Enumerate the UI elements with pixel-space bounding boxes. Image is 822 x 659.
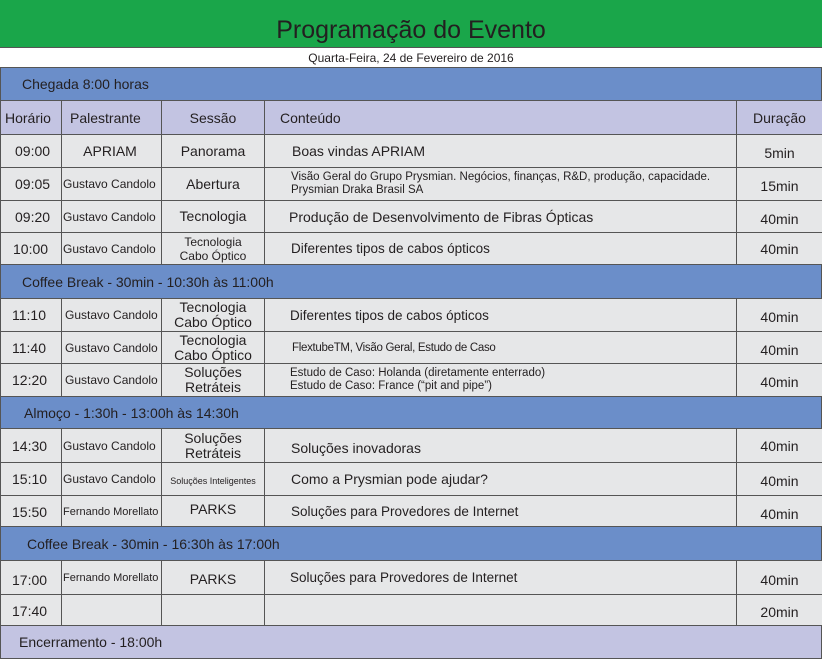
speaker-cell: Gustavo Candolo [62, 168, 162, 201]
content-cell: FlextubeTM, Visão Geral, Estudo de Caso [265, 332, 737, 364]
session-line-1: Tecnologia [179, 299, 247, 315]
time-cell: 09:20 [1, 201, 62, 233]
session-cell: Soluções Inteligentes [162, 463, 265, 496]
time-cell: 17:00 [1, 561, 62, 595]
lunch-band [0, 396, 822, 429]
content-cell: Diferentes tipos de cabos ópticos [265, 299, 737, 332]
col-session: Sessão [162, 101, 265, 136]
session-cell: Abertura [162, 168, 265, 201]
session-cell: Panorama [162, 135, 265, 168]
duration-cell: 5min [737, 135, 822, 168]
table-row [1, 463, 822, 496]
schedule-block-3 [0, 428, 822, 528]
time-cell: 09:00 [1, 135, 62, 168]
content-cell: Soluções para Provedores de Internet [265, 496, 737, 528]
content-cell [265, 364, 737, 397]
content-cell: Como a Prysmian pode ajudar? [265, 463, 737, 496]
time-cell: 12:20 [1, 364, 62, 397]
closing-band [0, 625, 822, 659]
table-row [1, 496, 822, 528]
content-cell: Produção de Desenvolvimento de Fibras Ópticas [265, 201, 737, 233]
session-line-2: Cabo Óptico [174, 346, 252, 363]
duration-cell: 15min [737, 168, 822, 201]
table-row [1, 299, 822, 332]
speaker-cell: Gustavo Candolo [62, 463, 162, 496]
content-line-2: Prysmian Draka Brasil SA [291, 184, 424, 196]
content-cell [265, 168, 737, 201]
duration-cell: 40min [737, 561, 822, 595]
content-cell [265, 595, 737, 627]
speaker-cell: Fernando Morellato [62, 561, 162, 595]
table-row [1, 332, 822, 364]
time-cell: 10:00 [1, 233, 62, 265]
speaker-cell [62, 595, 162, 627]
content-cell: Soluções para Provedores de Internet [265, 561, 737, 595]
session-cell: PARKS [162, 496, 265, 528]
table-row [1, 168, 822, 201]
speaker-cell: APRIAM [62, 135, 162, 168]
session-line-1: Soluções [184, 429, 242, 446]
duration-cell: 40min [737, 299, 822, 332]
duration-cell: 40min [737, 233, 822, 265]
table-row [1, 561, 822, 595]
session-line-1: Soluções [184, 364, 242, 380]
col-duration: Duração [737, 101, 822, 136]
session-line-2: Cabo Óptico [179, 248, 247, 263]
content-line-2: Estudo de Caso: France (“pit and pipe”) [290, 380, 492, 392]
table-row [1, 595, 822, 627]
arrival-label: Chegada 8:00 horas [22, 76, 149, 92]
col-time: Horário [1, 101, 62, 136]
session-line-1: Tecnologia [179, 331, 247, 348]
table-row [1, 429, 822, 463]
time-cell: 14:30 [1, 429, 62, 463]
table-row [1, 364, 822, 397]
time-cell: 09:05 [1, 168, 62, 201]
speaker-cell: Gustavo Candolo [62, 332, 162, 364]
speaker-cell: Gustavo Candolo [62, 364, 162, 397]
duration-cell: 40min [737, 332, 822, 364]
session-cell [162, 233, 265, 265]
col-content: Conteúdo [265, 101, 737, 136]
time-cell: 15:10 [1, 463, 62, 496]
time-cell: 11:40 [1, 332, 62, 364]
session-line-2: Retráteis [184, 444, 242, 461]
schedule-block-2 [0, 298, 822, 397]
session-line-1: Tecnologia [184, 234, 242, 249]
content-cell: Soluções inovadoras [265, 429, 737, 463]
session-line-2: Retráteis [184, 379, 242, 395]
session-line-2: Cabo Óptico [174, 314, 252, 330]
coffee-break-band-1 [0, 264, 822, 299]
schedule-block-4 [0, 560, 822, 627]
content-cell: Diferentes tipos de cabos ópticos [265, 233, 737, 265]
speaker-cell: Gustavo Candolo [62, 233, 162, 265]
session-cell [162, 299, 265, 332]
event-date: Quarta-Feira, 24 de Fevereiro de 2016 [308, 51, 514, 65]
content-cell: Boas vindas APRIAM [265, 135, 737, 168]
duration-cell: 40min [737, 496, 822, 528]
table-row [1, 135, 822, 168]
time-cell: 11:10 [1, 299, 62, 332]
page-title: Programação do Evento [0, 0, 822, 48]
schedule-header [0, 100, 822, 136]
content-line-1: Visão Geral do Grupo Prysmian. Negócios, finanças, R&D, produção, capacidade. [291, 171, 711, 183]
arrival-band [0, 67, 822, 101]
duration-cell: 40min [737, 201, 822, 233]
lunch-label: Almoço - 1:30h - 13:00h às 14:30h [24, 404, 239, 421]
session-cell [162, 332, 265, 364]
speaker-cell: Gustavo Candolo [62, 299, 162, 332]
closing-label: Encerramento - 18:00h [19, 634, 163, 650]
coffee-break-label: Coffee Break - 30min - 10:30h às 11:00h [22, 273, 274, 290]
time-cell: 17:40 [1, 595, 62, 627]
time-cell: 15:50 [1, 496, 62, 528]
duration-cell: 40min [737, 463, 822, 496]
table-row [1, 233, 822, 265]
table-row [1, 201, 822, 233]
schedule-block-1 [0, 134, 822, 265]
coffee-break-band-2 [0, 526, 822, 561]
coffee-break-label: Coffee Break - 30min - 16:30h às 17:00h [27, 535, 280, 552]
session-cell: PARKS [162, 561, 265, 595]
duration-cell: 40min [737, 364, 822, 397]
duration-cell: 20min [737, 595, 822, 627]
content-line-1: Estudo de Caso: Holanda (diretamente enterrado) [290, 367, 546, 379]
session-cell [162, 595, 265, 627]
duration-cell: 40min [737, 429, 822, 463]
speaker-cell: Fernando Morellato [62, 496, 162, 528]
col-speaker: Palestrante [62, 101, 162, 136]
speaker-cell: Gustavo Candolo [62, 201, 162, 233]
session-cell [162, 364, 265, 397]
session-cell: Tecnologia [162, 201, 265, 233]
session-cell [162, 429, 265, 463]
speaker-cell: Gustavo Candolo [62, 429, 162, 463]
